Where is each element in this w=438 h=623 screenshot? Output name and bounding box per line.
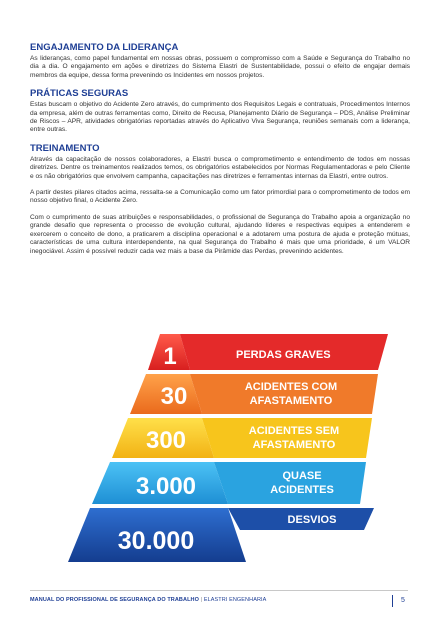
paragraph: Com o cumprimento de suas atribuições e responsabilidades, o profissional de Segurança do Trabalho apoia a organização no grande desafio que representa o processo de evolução cultural, ajudando líderes e respectivas equipes a entenderem e exercerem o conceito de dono, a praticarem a disciplina operacional e a adotarem uma postura de ajuda e proteção mútuas, características de uma cultura interdependente, na qual Segurança do Trabalho é mais que uma prioridade, é um VALOR inegociável. Assim é possível reduzir cada vez mais a base da Pirâmide das Perdas, prevenindo acidentes. (30, 213, 410, 255)
pyramid-label-3a: ACIDENTES SEM (248, 425, 340, 437)
pyramid-label-3b: AFASTAMENTO (252, 439, 336, 451)
paragraph: Através da capacitação de nossos colaboradores, a Elastri busca o comprometimento e entendimento de todos em nossas diretrizes. Dentre os treinamentos realizados temos, os obrigatórios estabelecidos por Normas Regulamentadoras e pelo Cliente e os não obrigatórios que envolvem campanha, capacitações nas diretrizes e ferramentas internas da Elastri, entre outros. (30, 155, 410, 180)
pyramid-label-4b: ACIDENTES (270, 484, 334, 496)
pyramid-level-2 (130, 374, 378, 414)
document-body (30, 42, 410, 264)
pyramid-level-1 (148, 334, 388, 370)
page-number: 5 (392, 595, 413, 607)
pyramid-label-5: DESVIOS (287, 514, 337, 526)
pyramid-number-4: 3.000 (135, 473, 197, 500)
pyramid-number-1: 1 (163, 343, 177, 370)
pyramid-number-2: 30 (160, 383, 188, 410)
section-leadership (30, 42, 410, 80)
footer-manual-title: MANUAL DO PROFISSIONAL DE SEGURANÇA DO TRABALHO (30, 597, 199, 603)
pyramid-banner-2 (190, 374, 378, 414)
paragraph: A partir destes pilares citados acima, ressalta-se a Comunicação como um fator primordial para o comprometimento de todos em nosso objetivo final, o Acidente Zero. (30, 189, 410, 205)
pyramid-label-2b: AFASTAMENTO (249, 395, 333, 407)
pyramid-level-3 (112, 418, 372, 458)
section-title: ENGAJAMENTO DA LIDERANÇA (30, 42, 179, 53)
pyramid-label-2a: ACIDENTES COM (244, 381, 338, 393)
paragraph: Estas buscam o objetivo do Acidente Zero através, do cumprimento dos Requisitos Legais e contratuais, Procedimentos Internos da empresa, além de outras ferramentas como, Direito de Recusa, Planejamento Diário de Segurança – PDS, Análise Preliminar de Riscos – APR, atividades obrigatórias reportadas através do Aplicativo Viva Segurança, reuniões semanais com a liderança, entre outras. (30, 101, 410, 134)
footer (30, 597, 266, 603)
footer-divider (30, 590, 408, 591)
pyramid-level-4 (92, 462, 366, 504)
pyramid-number-3: 300 (145, 427, 187, 454)
footer-company: ELASTRI ENGENHARIA (203, 597, 267, 603)
pyramid-label-1: PERDAS GRAVES (236, 349, 331, 361)
pyramid-banner-3 (202, 418, 372, 458)
section-training (30, 143, 410, 256)
section-title: PRÁTICAS SEGURAS (30, 88, 129, 100)
pyramid-banner-4 (214, 462, 366, 504)
pyramid-number-5: 30.000 (117, 527, 195, 555)
section-title: TREINAMENTO (30, 142, 100, 154)
footer-separator: | (200, 597, 203, 603)
pyramid-level-5 (68, 508, 374, 562)
paragraph: As lideranças, como papel fundamental em nossas obras, possuem o compromisso com a Saúde e Segurança do Trabalho no dia a dia. O engajamento em ações e diretrizes do Sistema Elastri de Sustentabilidade, possui o efeito de engajar demais membros da equipe, dessa forma prevenindo os Incidentes em nossos projetos. (30, 55, 410, 79)
pyramid-label-4a: QUASE (282, 470, 322, 482)
section-safe-practices (30, 88, 410, 135)
